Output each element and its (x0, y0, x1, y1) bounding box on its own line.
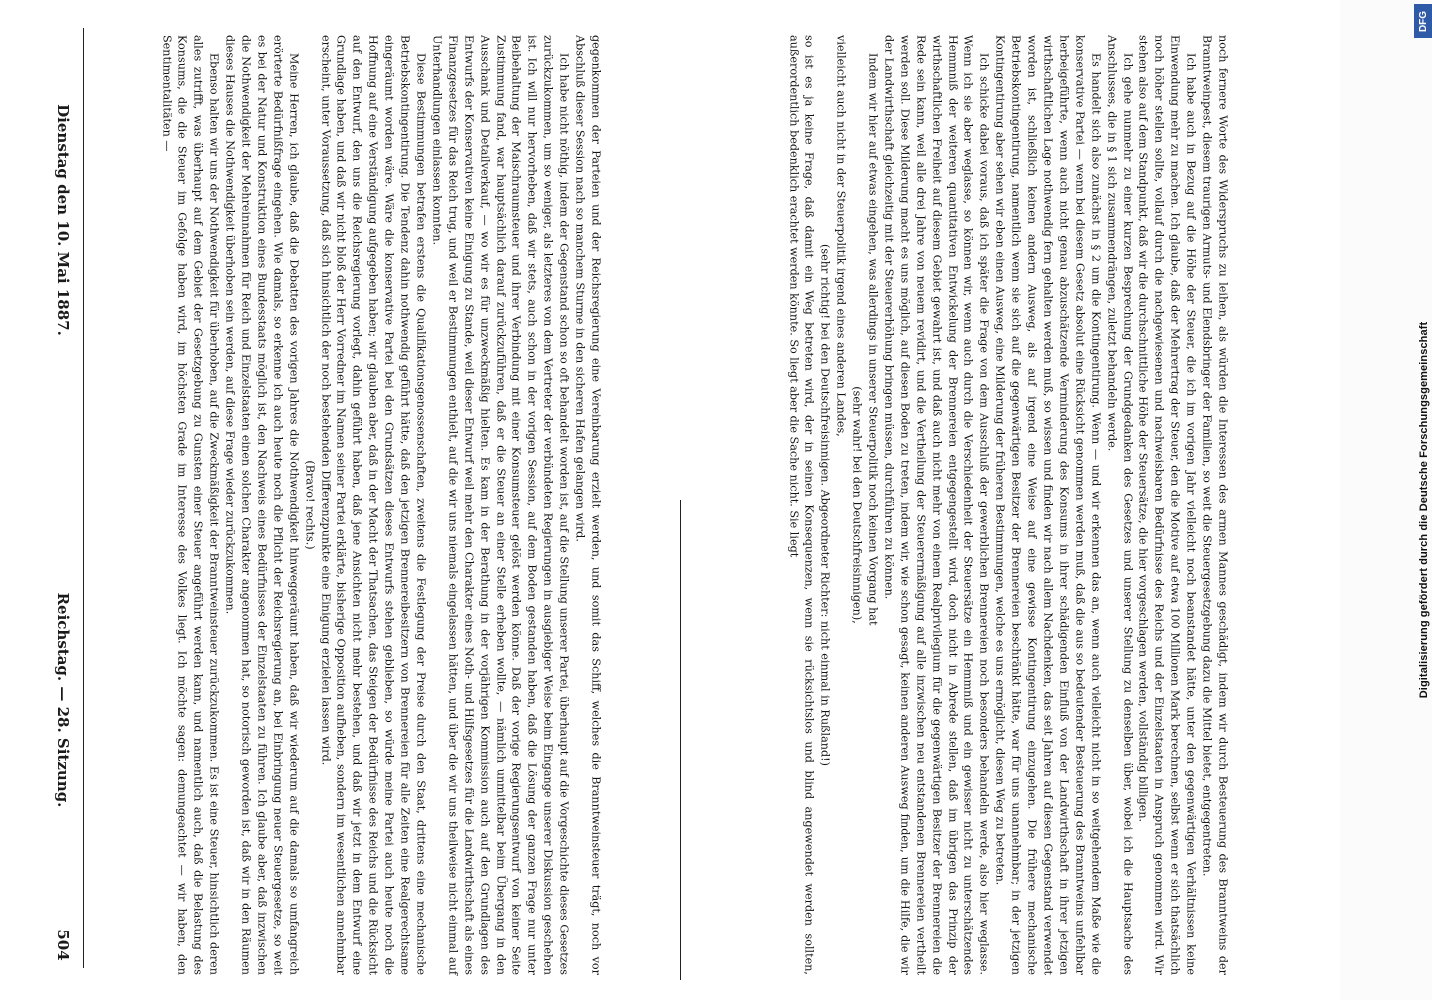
paragraph: Meine Herren, ich glaube, daß die Debatten des vorigen Jahres die Nothwendigkeit hinweggeräumt haben, daß wir wiederum auf die damals so umfangreich erörterte Bedürfnißfrage eingehen. Wie damals, so erkenne ich auch heute noch die Pflicht der Reichsregierung an, bei Einbringung neuer Steuergesetze, so weit es bei der Natur und Konstruktion eines Bundesstaats möglich ist, den Nachweis eines Bedürfnisses der Einzelstaaten zu führen. Ich glaube aber, daß inzwischen die Nothwendigkeit der Mehreinnahmen für Reich und Einzelstaaten einen solchen Charakter angenommen hat, so notorisch geworden ist, daß wir in den Räumen dieses Hauses die Nothwendigkeit überhoben sein werden, auf diese Frage wieder zurückzukommen. (223, 35, 301, 975)
column-left-text (158, 35, 603, 975)
paragraph: Ich habe nicht nöthig, indem der Gegenstand schon so oft behandelt worden ist, auf die Stellung unserer Partei, überhaupt auf die Vorgeschichte dieses Gesetzes zurückzukommen, um so weniger, als letzteres von dem Vertreter der verbündeten Regierungen in ausgiebiger Weise beim Eingange unserer Diskussion geschehen ist. Ich will nur hervorheben, daß wir stets, auch schon in der vorigen Session, auf dem Boden gestanden haben, daß die Lösung der ganzen Frage nur unter Beibehaltung der Maischraumsteuer und ihrer Verbindung mit einer Konsumsteuer gelöst werden könne. Daß der vorige Regierungsentwurf von keiner Seite Zustimmung fand, war hauptsächlich darauf zurückzuführen, daß er die Steuer an einer Stelle erheben wollte, — nämlich unmittelbar beim Übergang in den Ausschank und Detailverkauf, — wo wir es für unzweckmäßig hielten. Es kam in der Berathung in der vorjährigen Kommission auch auf den Grundlagen des Entwurfs der Konservativen keine Einigung zu Stande, weil dieser Entwurf weil mehr den Charakter eines Noth- und Hilfsgesetzes für die Landwirthschaft als eines Finanzgesetzes für das Reich trug, und weil er Bestimmungen enthielt, auf die wir uns niemals eingelassen hätten, und über die wir uns theilweise nicht einmal auf Unterhandlungen einlassen konnten. (430, 35, 571, 975)
paragraph: so ist es ja keine Frage, daß damit ein Weg betreten wird, der in seinen Konsequenzen, wenn sie rücksichtslos und blind angewendet werden sollten, außerordentlich bedenklich erachtet werden könnte. So liegt aber die Sache nicht. Sie liegt (787, 35, 817, 975)
paragraph: Es handelt sich also zunächst in § 2 um die Kontingentirung. Wenn — und wir erkennen das an, wenn auch vielleicht nicht in so weitgehendem Maße wie die konservative Partei — wenn bei diesem Gesetz absolut eine Rücksicht genommen werden muß, daß die aus so bedeutender Besteuerung des Branntweins unfehlbar herbeigeführte, wenn auch nicht genau abzuschätzende Verminderung des Konsums in ihrer schädigenden Einfluß von der Landwirthschaft in ihrer jetzigen wirthschaftlichen Lage nothwendig fern gehalten werden muß, so wissen und finden wir nach allem Nachdenken, das seit Jahren auf diesen Gegenstand verwendet worden ist, schließlich keinen andern Ausweg, als auf irgend eine Weise auf eine gewisse Kontingentirung einzugehen. Die frühere mechanische Betriebskontingentirung, namentlich wenn sie sich auf die gegenwärtigen Besitzer der Brennereien beschränkt hätte, war für uns unannehmbar; in der jetzigen Kontingentirung aber sehen wir eben einen Ausweg, eine Milderung der früheren Bestimmungen, welche es uns ermöglicht, diesen Weg zu betreten. (994, 35, 1103, 975)
column-right (688, 30, 1328, 980)
paragraph: Diese Bestimmungen betrafen erstens die Qualifikationsgenossenschaften, zweitens die Festlegung der Preise durch den Staat, drittens eine mechanische Betriebskontingentirung. Die Tendenz dahin nothwendig geführt hätte, daß den jetzigen Brennereibesitzern von Brennereien für alle Zeiten eine Realgerechtsame eingeräumt worden wäre. Wäre die konservative Partei bei den Grundsätzen dieses Entwurfs stehen geblieben, so würde meine Partei auch heute noch die Hoffnung auf eine Verständigung aufgegeben haben; wir glauben aber, daß in der Macht der Thatsachen, das Steigen der Bedürfnisse des Reichs und die Rücksicht auf den Entwurf, den uns die Reichsregierung vorlegt, dahin geführt haben, daß jene Ansichten nicht mehr bestehen, und daß wir jetzt in dem Entwurf eine Grundlage haben, und daß wir nicht bloß der Herr Vorredner im Namen seiner Partei erklärte, bisherige Opposition aufheben, sondern im wesentlichen annehmbar erscheint, unter Voraussetzung, daß sich hinsichtlich der noch bestehenden Differenzpunkte eine Einigung erzielen lassen wird. (319, 35, 428, 975)
dfg-logo: DFG (1414, 4, 1432, 38)
page-number: 504 (54, 929, 72, 961)
paragraph: gegenkommen der Parteien und der Reichsregierung eine Vereinbarung erzielt werden, und somit das Schiff, welches die Branntweinsteuer trägt, noch vor Abschluß dieser Session nach so manchem Sturme in den sicheren Hafen gelangen wird. (573, 35, 603, 975)
paragraph: Ich habe auch in Bezug auf die Höhe der Steuer, die ich im vorigen Jahr vielleicht noch beanstandet hätte, unter den gegenwärtigen Verhältnissen keine Einwendung mehr zu machen. Ich glaube, daß der Mehrertrag der Steuer, den die Motive auf etwa 100 Millionen Mark berechnen, selbst wenn er sich thatsächlich noch höher stellen sollte, vollauf durch die nachgewiesenen und nachweisbaren Bedürfnisse des Reichs und der Einzelstaaten in Anspruch genommen wird. Wir stehen also auf dem Standpunkt, daß wir die durchschnittliche Höhe der Steuersätze, die hier vorgeschlagen werden, vollständig billigen. (1137, 35, 1198, 975)
credit-text: Digitalisierung gefördert durch die Deutsche Forschungsgemeinschaft (1418, 321, 1430, 699)
column-left (90, 30, 672, 980)
paragraph: Indem wir hier auf etwas eingehen, was allerdings in unserer Steuerpolitik noch keinen Vorgang hat (866, 53, 880, 626)
paragraph: vielleicht auch nicht in der Steuerpolitik irgend eines anderen Landes, (834, 35, 848, 437)
header-rule (83, 28, 84, 968)
paragraph: Ich schicke dabei voraus, daß ich später die Frage von dem Ausschluß der gewerblichen Brennereien noch besonders behandeln werde, also hier weglasse. Wenn ich sie aber weglasse, so können wir, wenn auch durch die Verschiedenheit der Steuersätze ein Hemmniß und ein gewisser nicht zu unterschätzendes Hemmniß der weiteren quantitativen Entwickelung der Brennereien entgegengestellt wird, doch nicht in Abrede stellen, daß im übrigen das Prinzip der wirthschaftlichen Freiheit auf diesem Gebiet gewahrt ist, und daß auch nicht mehr von einem Realprivilegium für die gegenwärtigen Besitzer der Brennereien die Rede sein kann, weil alle drei Jahre von neuem revidirt, und die Vertheilung der Steuerermäßigung auf alle inzwischen neu entstandenen Brennereien vertheilt werden soll. Diese Milderung macht es uns möglich, auf diesen Boden zu treten, indem wir, wie schon gesagt, keinen anderen Ausweg finden, um die Hilfe, die wir der Landwirthschaft gleichzeitig mit der Steuererhöhung bringen müssen, durchführen zu können. (882, 35, 992, 975)
column-right-text (785, 35, 1230, 975)
paragraph: Ebenso halten wir uns der Nothwendigkeit für überhoben, auf die Zweckmäßigkeit der Branntweinsteuer zurückzukommen. Es ist eine Steuer, hinsichtlich deren alles zutrifft, was überhaupt auf dem Gebiet der Gesetzgebung zu Gunsten einer Steuer angeführt werden kann, und namentlich auch, daß die Belastung des Konsums, die die Steuer im Gefolge haben wird, im höchsten Grade im Interesse des Volkes liegt. Ich möchte sagen: demungeachtet — wir haben, den Sentimentalitäten — (160, 35, 221, 975)
paragraph: (Bravo! rechts.) (303, 460, 317, 550)
page-header (48, 20, 78, 980)
header-left-title: Reichstag. — 28. Sitzung. (54, 592, 72, 808)
paragraph: Ich gehe nunmehr zu einer kurzen Besprechung der Grundgedanken des Gesetzes und unserer Stellung zu denselben über, wobei ich die Hauptsache des Anschlusses, die in § 1 sich zusammendrängen, zuletzt behandeln werde. (1105, 35, 1135, 975)
column-rule-lower (680, 500, 681, 980)
paragraph: noch fernere Worte des Widerspruchs zu leihen, als würden die Interessen des armen Mannes geschädigt, indem wir durch Besteuerung des Branntweins der Branntweinpest, diesem traurigen Armuts- und Elendsbringer der Familien, so weit die Steuergesetzgebung dazu die Mittel bietet, entgegentreten. (1200, 35, 1230, 975)
paragraph: (sehr richtig! bei den Deutschfreisinnigen. Abgeordneter Richter: nicht einmal in Rußland!) (819, 244, 833, 766)
header-right-title: Dienstag den 10. Mai 1887. (54, 104, 72, 336)
digitization-credit (1413, 40, 1432, 980)
paragraph: (sehr wahr! bei den Deutschfreisinnigen), (850, 386, 864, 624)
